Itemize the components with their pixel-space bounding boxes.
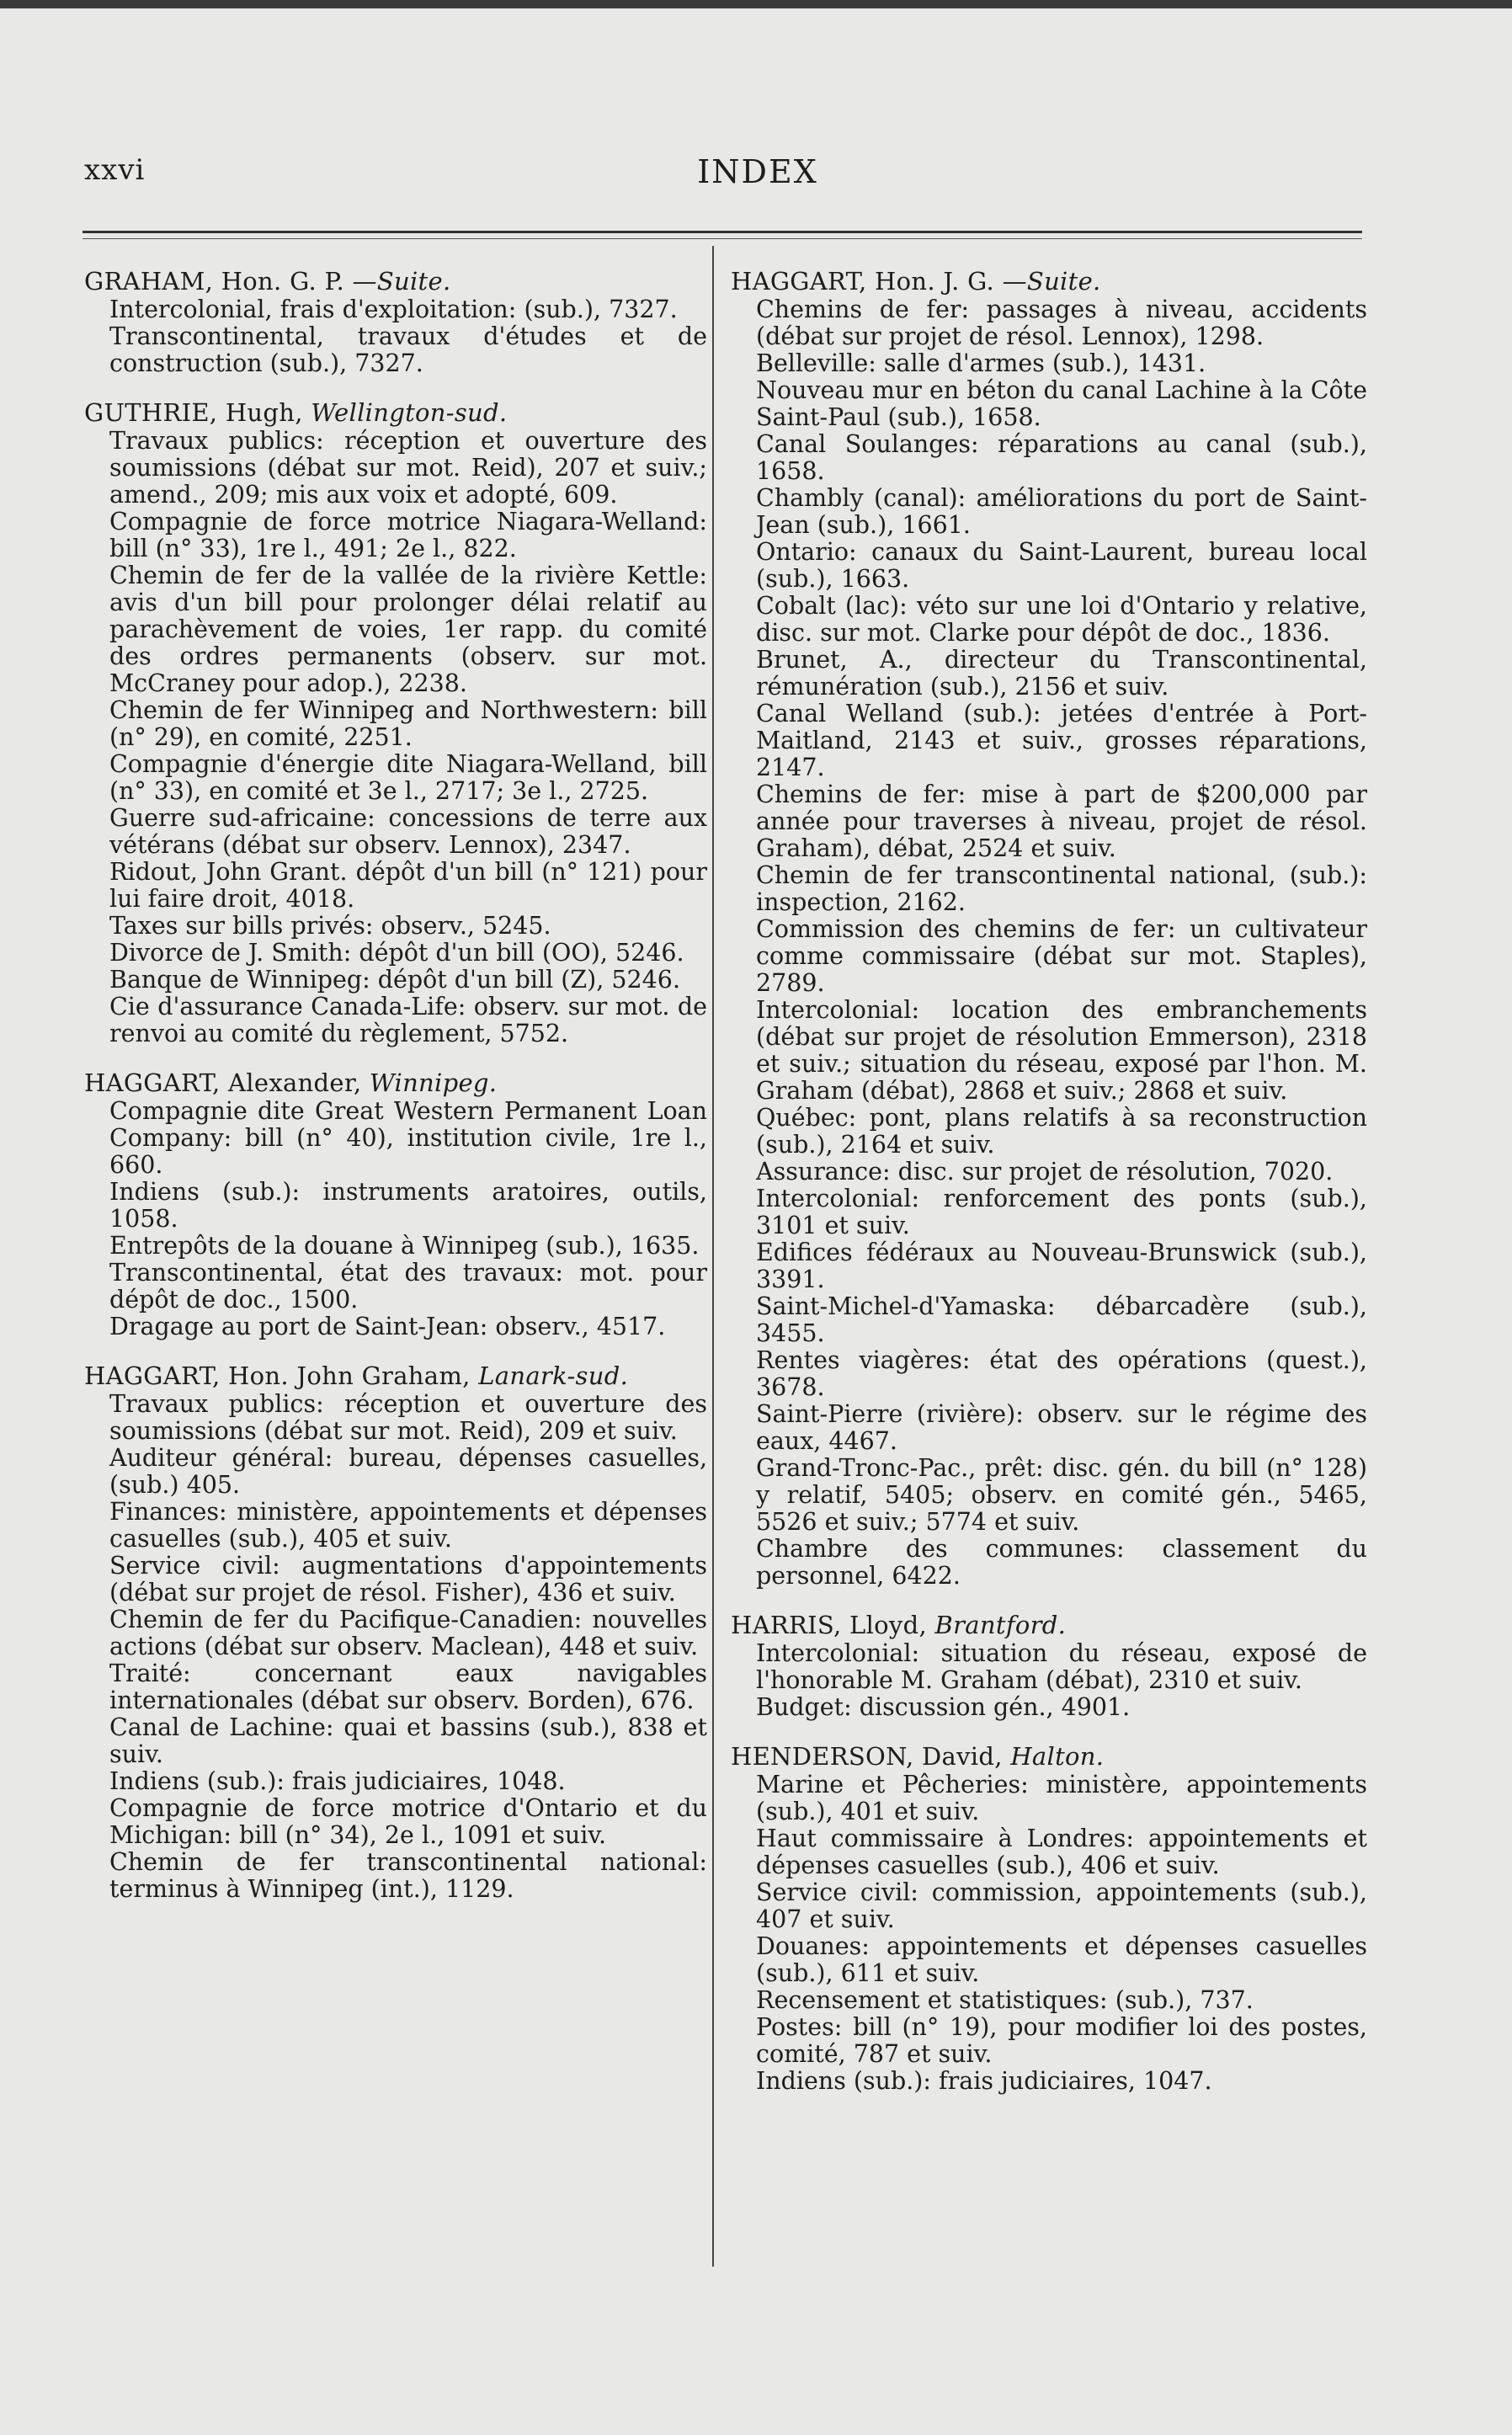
subentry: Québec: pont, plans relatifs à sa reconstruction (sub.), 2164 et suiv. (756, 1104, 1367, 1159)
subentry: Ridout, John Grant. dépôt d'un bill (n° 121) pour lui faire droit, 4018. (109, 858, 707, 913)
subentry: Brunet, A., directeur du Transcontinental, rémunération (sub.), 2156 et suiv. (756, 646, 1367, 701)
member-riding: —Suite. (1002, 267, 1101, 296)
index-entry (84, 268, 707, 377)
entry-heading (731, 1612, 1367, 1638)
subentry: Postes: bill (n° 19), pour modifier loi des postes, comité, 787 et suiv. (756, 2013, 1367, 2068)
subentry: Ontario: canaux du Saint-Laurent, bureau local (sub.), 1663. (756, 538, 1367, 593)
subentry: Indiens (sub.): frais judiciaires, 1048. (109, 1767, 566, 1795)
right-column (731, 268, 1367, 2117)
member-name: HAGGART, Hon. J. G. (731, 267, 995, 296)
member-riding: —Suite. (352, 267, 451, 296)
subentry: Indiens (sub.): frais judiciaires, 1047. (756, 2067, 1212, 2095)
entry-heading (731, 268, 1367, 295)
subentry: Taxes sur bills privés: observ., 5245. (109, 912, 551, 940)
entry-heading (84, 1362, 707, 1389)
subentry: Compagnie de force motrice d'Ontario et du Michigan: bill (n° 34), 2e l., 1091 et suiv. (109, 1794, 707, 1849)
subentry: Intercolonial, frais d'exploitation: (sub.), 7327. (109, 296, 678, 323)
subentry: Chemin de fer transcontinental national: terminus à Winnipeg (int.), 1129. (109, 1848, 707, 1903)
index-entry (84, 1069, 707, 1340)
member-name: HENDERSON, David, (731, 1742, 1003, 1771)
subentry: Compagnie d'énergie dite Niagara-Welland, bill (n° 33), en comité et 3e l., 2717; 3e l., 2725. (109, 750, 707, 805)
page-number: xxvi (84, 153, 146, 187)
member-name: HARRIS, Lloyd, (731, 1611, 927, 1639)
subentry: Guerre sud-africaine: concessions de terre aux vétérans (débat sur observ. Lennox), 2347. (109, 804, 707, 859)
left-column (84, 268, 707, 1925)
member-riding: Winnipeg. (369, 1068, 498, 1097)
subentry: Grand-Tronc-Pac., prêt: disc. gén. du bill (n° 128) y relatif, 5405; observ. en comité gén., 5465, 5526 et suiv.; 5774 et suiv. (756, 1454, 1367, 1536)
subentry: Banque de Winnipeg: dépôt d'un bill (Z), 5246. (109, 966, 681, 994)
subentry: Dragage au port de Saint-Jean: observ., 4517. (109, 1313, 666, 1340)
subentry: Haut commissaire à Londres: appointements et dépenses casuelles (sub.), 406 et suiv. (756, 1825, 1367, 1879)
member-name: HAGGART, Alexander, (84, 1068, 362, 1097)
subentry: Assurance: disc. sur projet de résolution, 7020. (756, 1158, 1334, 1186)
subentry: Commission des chemins de fer: un cultivateur comme commissaire (débat sur mot. Staples), 2789. (756, 915, 1367, 997)
subentry: Travaux publics: réception et ouverture des soumissions (débat sur mot. Reid), 207 et suiv.; amend., 209; mis aux voix et adopté, 609. (109, 427, 707, 509)
subentry: Chemin de fer de la vallée de la rivière Kettle: avis d'un bill pour prolonger délai relatif au parachèvement de voies, 1er rapp. du comité des ordres permanents (observ. sur mot. McCraney pour adop.), 2238. (109, 562, 707, 697)
subentry: Auditeur général: bureau, dépenses casuelles, (sub.) 405. (109, 1444, 707, 1499)
subentry: Cie d'assurance Canada-Life: observ. sur mot. de renvoi au comité du règlement, 5752. (109, 993, 707, 1047)
subentry: Service civil: augmentations d'appointements (débat sur projet de résol. Fisher), 436 et suiv. (109, 1552, 707, 1606)
member-riding: Wellington-sud. (311, 398, 508, 427)
subentry: Cobalt (lac): véto sur une loi d'Ontario y relative, disc. sur mot. Clarke pour dépôt de doc., 1836. (756, 592, 1367, 647)
member-name: GUTHRIE, Hugh, (84, 398, 303, 427)
subentry: Intercolonial: situation du réseau, exposé de l'honorable M. Graham (débat), 2310 et suiv. (756, 1639, 1367, 1694)
subentry: Douanes: appointements et dépenses casuelles (sub.), 611 et suiv. (756, 1932, 1367, 1987)
subentry: Entrepôts de la douane à Winnipeg (sub.), 1635. (109, 1232, 700, 1260)
member-riding: Halton. (1010, 1742, 1105, 1771)
subentry: Chemins de fer: passages à niveau, accidents (débat sur projet de résol. Lennox), 1298. (756, 296, 1367, 350)
member-name: HAGGART, Hon. John Graham, (84, 1361, 471, 1390)
subentry: Chemin de fer du Pacifique-Canadien: nouvelles actions (débat sur observ. Maclean), 448 et suiv. (109, 1606, 707, 1660)
entry-heading (84, 1069, 707, 1096)
page-title: INDEX (697, 153, 818, 190)
member-riding: Lanark-sud. (478, 1361, 629, 1390)
subentry: Compagnie dite Great Western Permanent Loan Company: bill (n° 40), institution civile, 1re l., 660. (109, 1097, 707, 1179)
header-rule-thin (83, 238, 1362, 239)
entry-heading (84, 268, 707, 295)
subentry: Canal de Lachine: quai et bassins (sub.), 838 et suiv. (109, 1713, 707, 1768)
member-riding: Brantford. (934, 1611, 1067, 1639)
subentry: Chemin de fer Winnipeg and Northwestern: bill (n° 29), en comité, 2251. (109, 696, 707, 751)
subentry: Marine et Pêcheries: ministère, appointements (sub.), 401 et suiv. (756, 1771, 1367, 1825)
subentry: Transcontinental, état des travaux: mot. pour dépôt de doc., 1500. (109, 1259, 707, 1313)
page-header (0, 153, 1512, 195)
entry-heading (731, 1743, 1367, 1770)
subentry: Divorce de J. Smith: dépôt d'un bill (OO), 5246. (109, 939, 684, 967)
subentry: Indiens (sub.): instruments aratoires, outils, 1058. (109, 1178, 707, 1233)
subentry: Intercolonial: location des embranchements (débat sur projet de résolution Emmerson), 2318 et suiv.; situation du réseau, exposé par l'hon. M. Graham (débat), 2868 et suiv.; 2868 et suiv. (756, 996, 1367, 1105)
index-entry (731, 268, 1367, 1590)
subentry: Recensement et statistiques: (sub.), 737. (756, 1986, 1254, 2014)
index-entry (731, 1612, 1367, 1721)
entry-heading (84, 399, 707, 426)
subentry: Traité: concernant eaux navigables internationales (débat sur observ. Borden), 676. (109, 1660, 707, 1714)
index-entry (84, 1362, 707, 1903)
subentry: Finances: ministère, appointements et dépenses casuelles (sub.), 405 et suiv. (109, 1498, 707, 1553)
subentry: Nouveau mur en béton du canal Lachine à la Côte Saint-Paul (sub.), 1658. (756, 376, 1367, 431)
subentry: Saint-Michel-d'Yamaska: débarcadère (sub.), 3455. (756, 1292, 1367, 1347)
subentry: Rentes viagères: état des opérations (quest.), 3678. (756, 1346, 1367, 1401)
subentry: Saint-Pierre (rivière): observ. sur le régime des eaux, 4467. (756, 1400, 1367, 1455)
subentry: Chambly (canal): améliorations du port de Saint-Jean (sub.), 1661. (756, 484, 1367, 539)
index-entry (84, 399, 707, 1047)
subentry: Canal Welland (sub.): jetées d'entrée à Port-Maitland, 2143 et suiv., grosses réparations, 2147. (756, 700, 1367, 781)
subentry: Belleville: salle d'armes (sub.), 1431. (756, 349, 1206, 377)
subentry: Edifices fédéraux au Nouveau-Brunswick (sub.), 3391. (756, 1239, 1367, 1293)
index-entry (731, 1743, 1367, 2095)
subentry: Chemin de fer transcontinental national, (sub.): inspection, 2162. (756, 861, 1367, 916)
member-name: GRAHAM, Hon. G. P. (84, 267, 344, 296)
column-divider (712, 246, 714, 2267)
subentry: Compagnie de force motrice Niagara-Welland: bill (n° 33), 1re l., 491; 2e l., 822. (109, 508, 707, 562)
subentry: Transcontinental, travaux d'études et de construction (sub.), 7327. (109, 322, 707, 377)
subentry: Chambre des communes: classement du personnel, 6422. (756, 1535, 1367, 1590)
subentry: Service civil: commission, appointements (sub.), 407 et suiv. (756, 1878, 1367, 1933)
header-rule (83, 231, 1362, 233)
subentry: Chemins de fer: mise à part de $200,000 par année pour traverses à niveau, projet de résol. Graham), débat, 2524 et suiv. (756, 781, 1367, 862)
scan-top-edge (0, 0, 1512, 8)
subentry: Travaux publics: réception et ouverture des soumissions (débat sur mot. Reid), 209 et suiv. (109, 1390, 707, 1445)
subentry: Canal Soulanges: réparations au canal (sub.), 1658. (756, 430, 1367, 485)
subentry: Intercolonial: renforcement des ponts (sub.), 3101 et suiv. (756, 1185, 1367, 1239)
subentry: Budget: discussion gén., 4901. (756, 1693, 1131, 1721)
